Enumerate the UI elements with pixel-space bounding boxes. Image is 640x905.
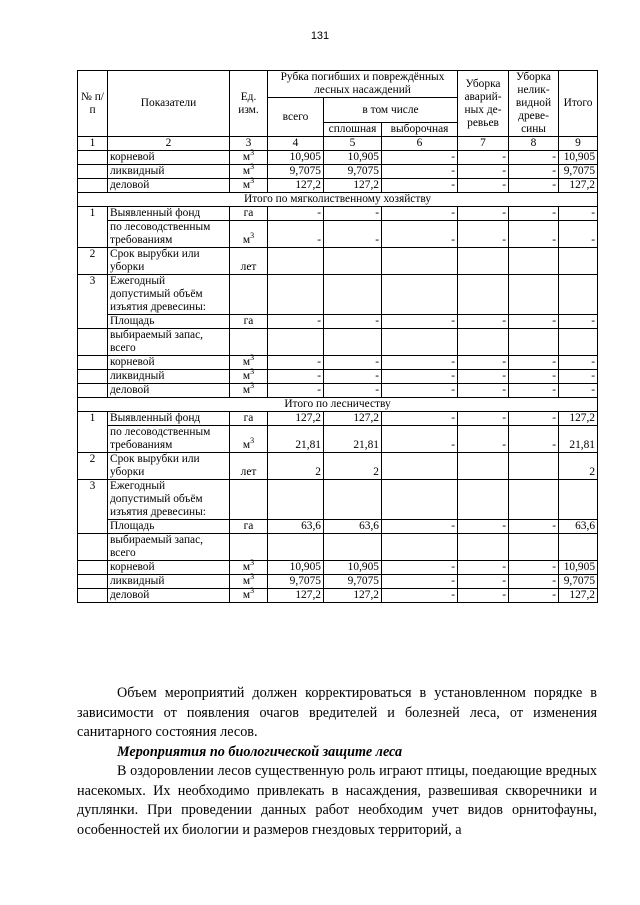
value-cell: 10,905 [559, 561, 598, 575]
value-cell: 127,2 [324, 589, 382, 603]
value-cell: 2 [324, 453, 382, 480]
value-cell: 2 [268, 453, 324, 480]
value-cell: - [509, 589, 559, 603]
value-cell: 127,2 [324, 179, 382, 193]
table-row [78, 329, 598, 356]
value-cell: - [509, 384, 559, 398]
header-illiquid: Уборка нелик-видной древе-сины [509, 71, 559, 137]
unit-cell: $м^3$ [230, 179, 268, 193]
value-cell: - [509, 356, 559, 370]
table-row [78, 412, 598, 426]
value-cell: 63,6 [559, 520, 598, 534]
table-row [78, 426, 598, 453]
value-cell: 10,905 [559, 151, 598, 165]
value-cell: 127,2 [268, 412, 324, 426]
header-indicator: Показатели [108, 71, 230, 137]
value-cell: - [458, 370, 509, 384]
value-cell: - [268, 384, 324, 398]
value-cell: 10,905 [324, 561, 382, 575]
value-cell: 9,7075 [324, 165, 382, 179]
value-cell: 21,81 [324, 426, 382, 453]
table-row [78, 315, 598, 329]
value-cell: 127,2 [268, 179, 324, 193]
value-cell: 127,2 [268, 589, 324, 603]
value-cell: - [382, 356, 458, 370]
unit-cell: га [230, 315, 268, 329]
value-cell: - [458, 561, 509, 575]
value-cell: 127,2 [559, 179, 598, 193]
value-cell: 21,81 [268, 426, 324, 453]
row-label: Площадь [108, 520, 230, 534]
header-solid: сплошная [324, 123, 382, 137]
unit-cell: $м^3$ [230, 356, 268, 370]
value-cell: 127,2 [559, 412, 598, 426]
value-cell: 9,7075 [268, 165, 324, 179]
table-row [78, 248, 598, 275]
row-num: 1 [78, 412, 108, 453]
value-cell: - [382, 426, 458, 453]
section-heading: Мероприятия по биологической защите леса [117, 743, 403, 760]
value-cell: - [268, 370, 324, 384]
value-cell: - [382, 575, 458, 589]
header-total: Итого [559, 71, 598, 137]
value-cell: - [382, 221, 458, 248]
value-cell: 9,7075 [268, 575, 324, 589]
unit-cell: лет [230, 453, 268, 480]
forest-data-table [77, 70, 598, 603]
unit-cell: $м^3$ [230, 426, 268, 453]
table-row [78, 561, 598, 575]
value-cell: - [458, 207, 509, 221]
unit-cell: га [230, 207, 268, 221]
value-cell: 127,2 [324, 412, 382, 426]
value-cell: - [458, 426, 509, 453]
header-group: Рубка погибших и повреждённых лесных насаждений [268, 71, 458, 98]
row-label: корневой [108, 561, 230, 575]
table-row [78, 151, 598, 165]
value-cell: - [559, 221, 598, 248]
row-label: по лесоводственным требованиям [108, 426, 230, 453]
table-row [78, 384, 598, 398]
row-label: деловой [108, 179, 230, 193]
col-number: 3 [230, 137, 268, 151]
value-cell: - [268, 356, 324, 370]
paragraph: В оздоровлении лесов существенную роль играют птицы, поедающие вредных насекомых. Их необходимо привлекать в насаждения, развешивая скворечники и дуплянки. При проведении данных работ необходим учет видов орнитофауны, особенностей их биологии и размеров гнездовых территорий, а [77, 763, 597, 838]
value-cell: - [382, 589, 458, 603]
table-row [78, 179, 598, 193]
value-cell: - [559, 315, 598, 329]
row-label: Ежегодный допустимый объём изъятия древесины: [108, 480, 230, 520]
value-cell: 9,7075 [559, 575, 598, 589]
table-row [78, 453, 598, 480]
row-num: 1 [78, 207, 108, 248]
row-label: деловой [108, 384, 230, 398]
col-number: 4 [268, 137, 324, 151]
value-cell: - [559, 384, 598, 398]
value-cell: - [509, 207, 559, 221]
value-cell: - [268, 207, 324, 221]
table-row [78, 589, 598, 603]
value-cell: - [458, 356, 509, 370]
row-num: 2 [78, 453, 108, 480]
value-cell: - [509, 561, 559, 575]
col-number: 5 [324, 137, 382, 151]
value-cell: - [458, 151, 509, 165]
value-cell: 10,905 [324, 151, 382, 165]
row-label: Срок вырубки или уборки [108, 453, 230, 480]
value-cell: - [509, 221, 559, 248]
value-cell: - [509, 426, 559, 453]
column-numbers-row [78, 137, 598, 151]
header-emergency: Уборка аварий-ных де-ревьев [458, 71, 509, 137]
table-row [78, 275, 598, 315]
row-label: корневой [108, 356, 230, 370]
unit-cell: $м^3$ [230, 221, 268, 248]
value-cell: - [559, 356, 598, 370]
value-cell: - [382, 520, 458, 534]
unit-cell: $м^3$ [230, 384, 268, 398]
value-cell: - [382, 412, 458, 426]
table-row [78, 370, 598, 384]
row-label: по лесоводственным требованиям [108, 221, 230, 248]
row-label: корневой [108, 151, 230, 165]
col-number: 7 [458, 137, 509, 151]
value-cell: - [509, 520, 559, 534]
value-cell: - [324, 315, 382, 329]
unit-cell: $м^3$ [230, 151, 268, 165]
header-incl: в том числе [324, 98, 458, 123]
row-label: Выявленный фонд [108, 412, 230, 426]
section-title-row [78, 193, 598, 207]
value-cell: - [382, 384, 458, 398]
value-cell: 9,7075 [324, 575, 382, 589]
value-cell: 9,7075 [559, 165, 598, 179]
table-row [78, 480, 598, 520]
unit-cell: $м^3$ [230, 561, 268, 575]
section-title: Итого по лесничеству [78, 398, 598, 412]
value-cell: - [324, 207, 382, 221]
value-cell: - [509, 315, 559, 329]
table-row [78, 207, 598, 221]
table-row [78, 520, 598, 534]
value-cell: 127,2 [559, 589, 598, 603]
value-cell: - [382, 151, 458, 165]
unit-cell: $м^3$ [230, 370, 268, 384]
table-row [78, 534, 598, 561]
value-cell: - [458, 520, 509, 534]
value-cell: - [509, 412, 559, 426]
unit-cell: га [230, 412, 268, 426]
unit-cell: га [230, 520, 268, 534]
row-num: 3 [78, 275, 108, 329]
row-num: 3 [78, 480, 108, 534]
col-number: 2 [108, 137, 230, 151]
value-cell: - [509, 151, 559, 165]
unit-cell: лет [230, 248, 268, 275]
value-cell: - [324, 356, 382, 370]
section-title-row [78, 398, 598, 412]
table-row [78, 165, 598, 179]
col-number: 9 [559, 137, 598, 151]
value-cell: 21,81 [559, 426, 598, 453]
row-label: Выявленный фонд [108, 207, 230, 221]
row-label: ликвидный [108, 370, 230, 384]
value-cell: 63,6 [268, 520, 324, 534]
header-unit: Ед. изм. [230, 71, 268, 137]
row-label: ликвидный [108, 575, 230, 589]
col-number: 6 [382, 137, 458, 151]
row-label: Срок вырубки или уборки [108, 248, 230, 275]
value-cell: - [458, 384, 509, 398]
value-cell: 63,6 [324, 520, 382, 534]
row-label: ликвидный [108, 165, 230, 179]
value-cell: - [458, 165, 509, 179]
value-cell: 10,905 [268, 561, 324, 575]
value-cell: - [324, 221, 382, 248]
value-cell: - [382, 561, 458, 575]
unit-cell: $м^3$ [230, 165, 268, 179]
page-number: 131 [310, 30, 330, 42]
value-cell: 2 [559, 453, 598, 480]
value-cell: - [559, 370, 598, 384]
header-selective: выборочная [382, 123, 458, 137]
value-cell: - [324, 370, 382, 384]
value-cell: - [268, 221, 324, 248]
row-label: Ежегодный допустимый объём изъятия древесины: [108, 275, 230, 315]
table-row [78, 356, 598, 370]
table-row [78, 575, 598, 589]
row-label: деловой [108, 589, 230, 603]
table-row [78, 221, 598, 248]
value-cell: 10,905 [268, 151, 324, 165]
value-cell: - [268, 315, 324, 329]
body-text [77, 684, 597, 840]
value-cell: - [458, 575, 509, 589]
col-number: 1 [78, 137, 108, 151]
row-label: выбираемый запас, всего [108, 329, 230, 356]
value-cell: - [382, 370, 458, 384]
row-num: 2 [78, 248, 108, 275]
value-cell: - [382, 165, 458, 179]
value-cell: - [458, 412, 509, 426]
value-cell: - [509, 165, 559, 179]
col-number: 8 [509, 137, 559, 151]
value-cell: - [458, 221, 509, 248]
unit-cell: $м^3$ [230, 589, 268, 603]
row-label: выбираемый запас, всего [108, 534, 230, 561]
value-cell: - [509, 575, 559, 589]
row-label: Площадь [108, 315, 230, 329]
value-cell: - [382, 315, 458, 329]
value-cell: - [458, 315, 509, 329]
paragraph: Объем мероприятий должен корректироваться в установленном порядке в зависимости от появления очагов вредителей и болезней леса, от изменения санитарного состояния лесов. [77, 685, 597, 740]
value-cell: - [559, 207, 598, 221]
header-num: № п/п [78, 71, 108, 137]
header-total-all: всего [268, 98, 324, 137]
value-cell: - [509, 370, 559, 384]
value-cell: - [382, 207, 458, 221]
value-cell: - [324, 384, 382, 398]
value-cell: - [509, 179, 559, 193]
unit-cell: $м^3$ [230, 575, 268, 589]
section-title: Итого по мягколиственному хозяйству [78, 193, 598, 207]
value-cell: - [382, 179, 458, 193]
value-cell: - [458, 179, 509, 193]
value-cell: - [458, 589, 509, 603]
